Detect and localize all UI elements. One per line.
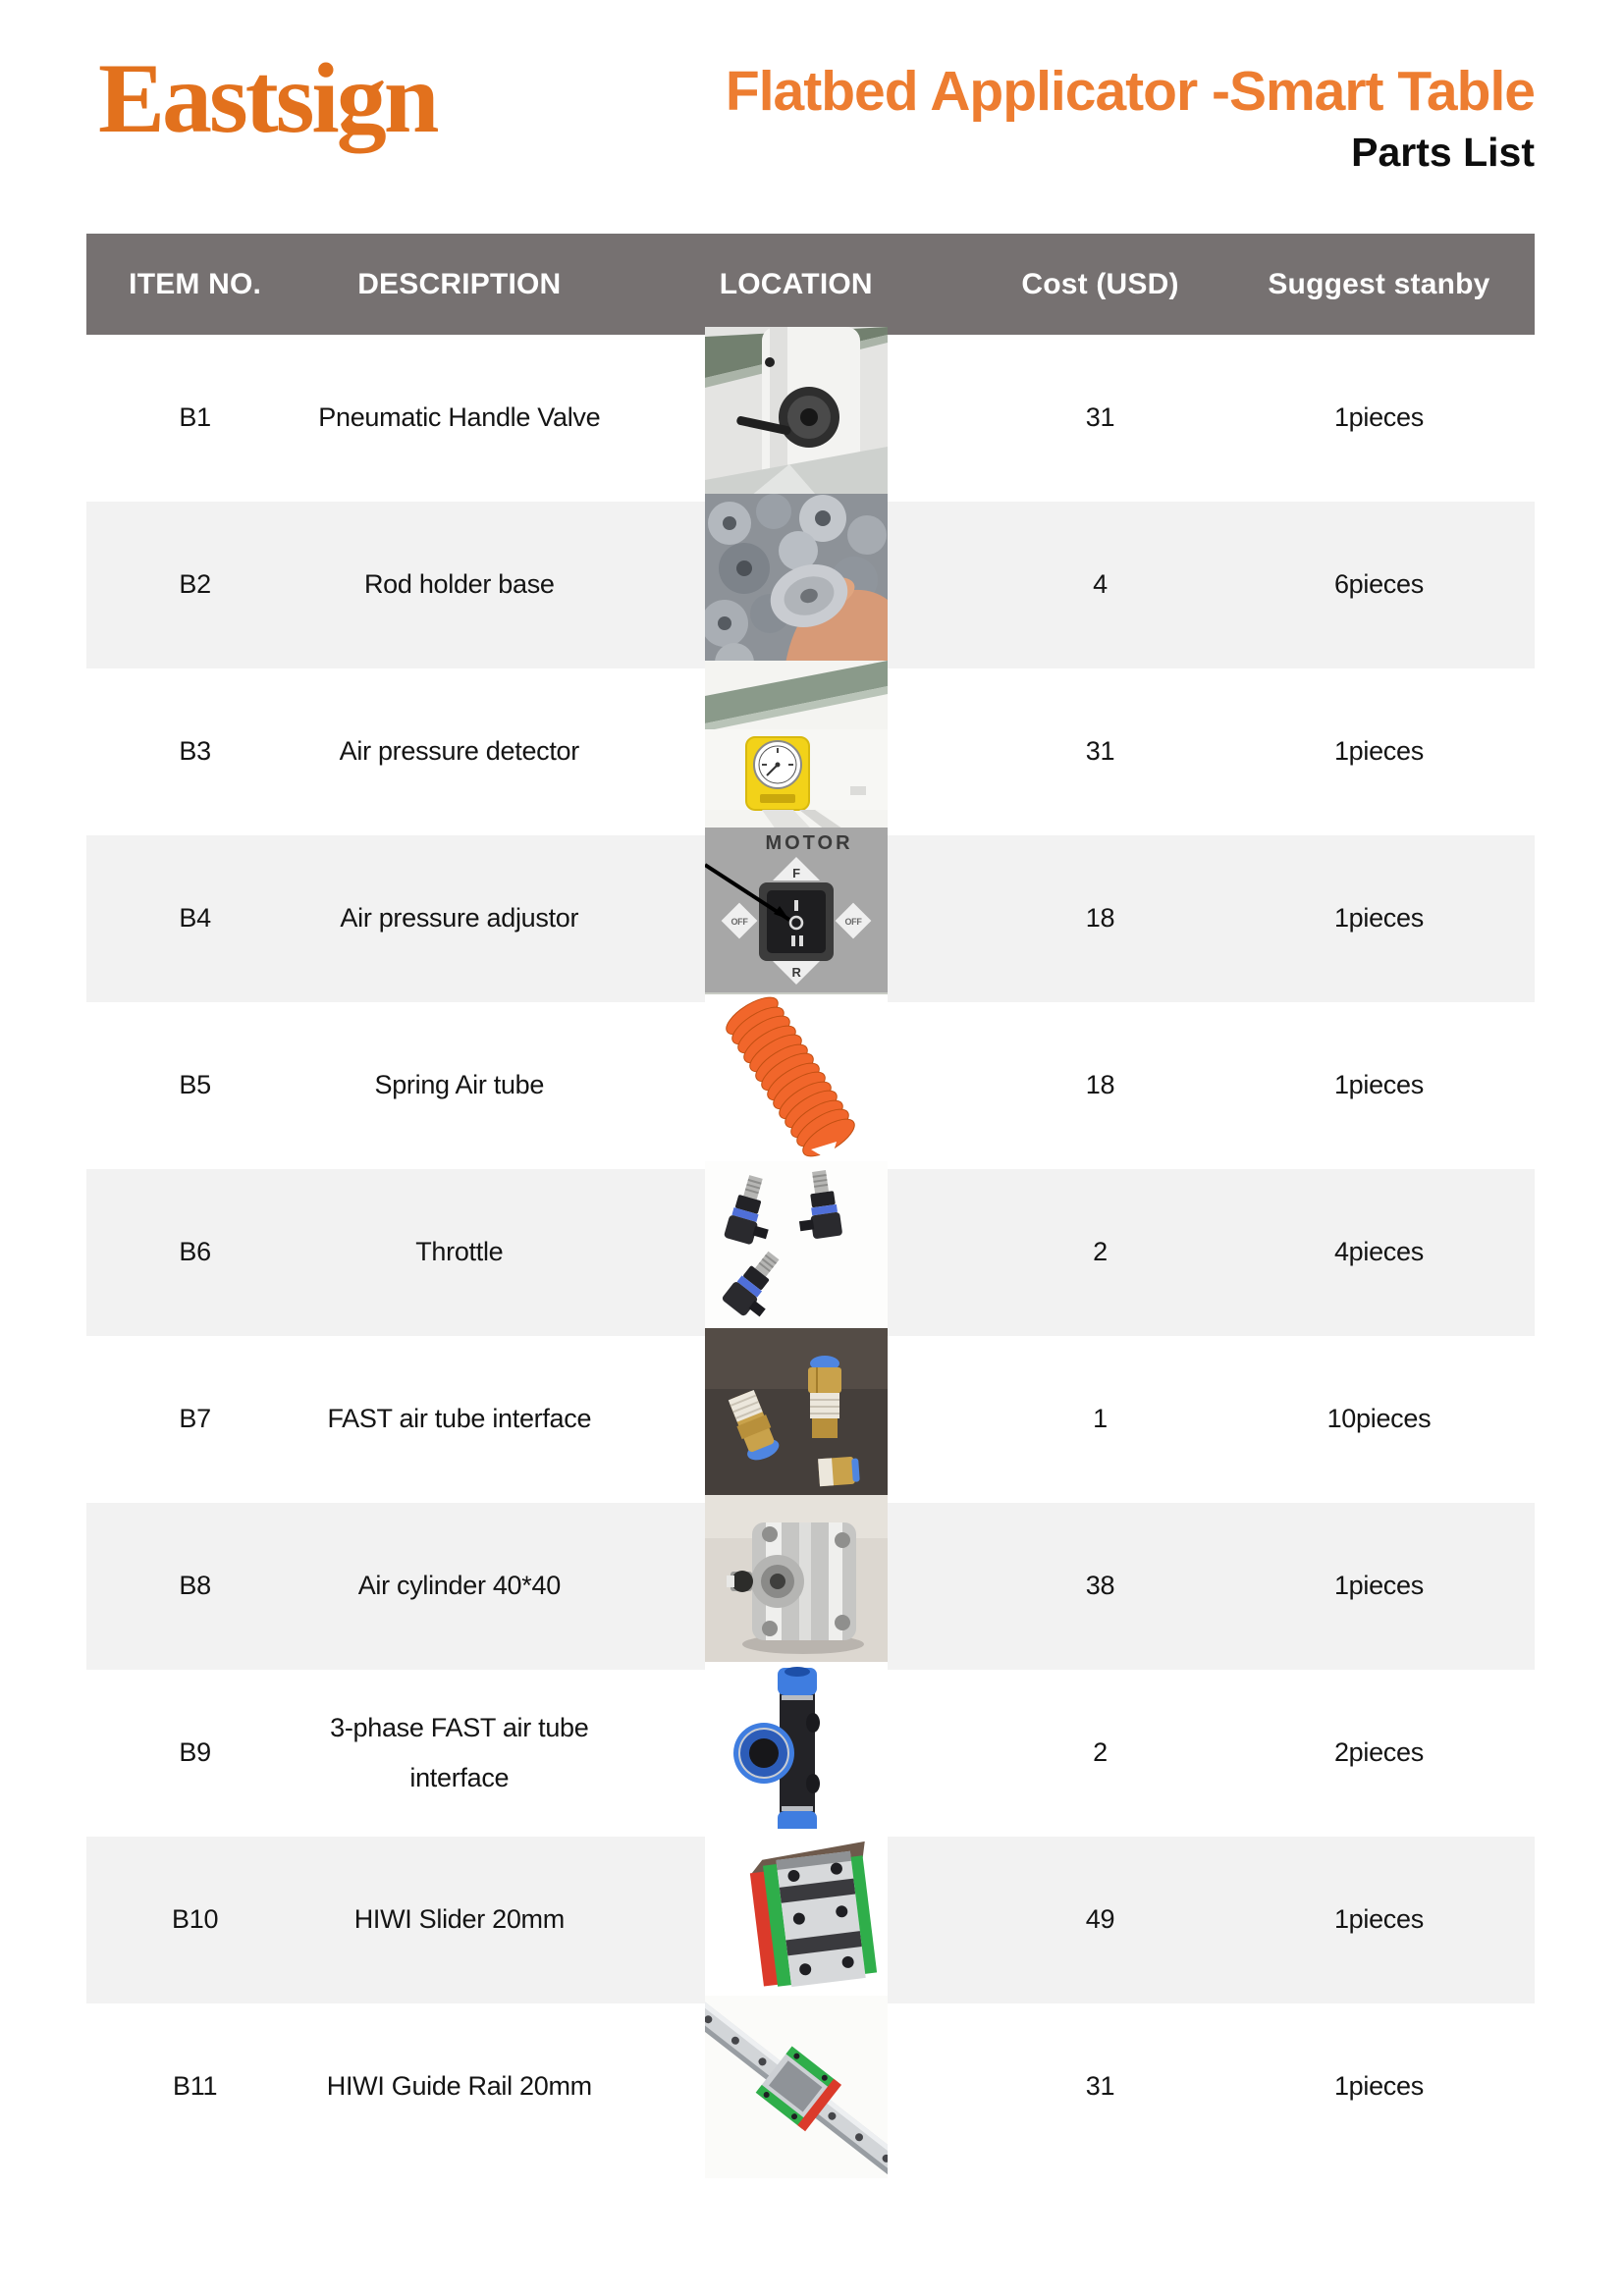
item-no: B2 [179,569,211,600]
description: Air pressure detector [339,736,579,767]
parts-table [86,234,1535,2170]
location-cell [615,832,977,1002]
item-no: B8 [179,1571,211,1601]
suggest-standby: 6pieces [1333,569,1424,600]
off-right-label: OFF [844,917,862,927]
item-no: B11 [173,2071,218,2102]
description: FAST air tube interface [327,1404,592,1434]
fast-air-tube-interface-photo [705,1328,888,1511]
table-row [86,668,1535,835]
cost: 4 [1093,569,1108,600]
location-cell [615,1169,977,1336]
cost: 31 [1085,2071,1115,2102]
suggest-standby: 1pieces [1333,2071,1424,2102]
suggest-standby: 1pieces [1333,402,1424,433]
suggest-standby: 1pieces [1333,1070,1424,1100]
location-cell [615,2003,977,2170]
item-no: B7 [179,1404,211,1434]
page-subtitle: Parts List [1351,129,1535,175]
table-row [86,1002,1535,1169]
table-row [86,2003,1535,2170]
table-row [86,1670,1535,1837]
page-title: Flatbed Applicator -Smart Table [725,60,1535,123]
description: Air pressure adjustor [340,903,579,934]
column-header-cost: Cost (USD) [1021,267,1179,300]
column-header-suggest-standby: Suggest stanby [1268,267,1490,300]
suggest-standby: 2pieces [1333,1737,1424,1768]
three-phase-fast-air-tube-interface-photo [705,1662,888,1844]
suggest-standby: 1pieces [1333,1904,1424,1935]
table-row [86,832,1535,1002]
item-no: B1 [179,402,211,433]
suggest-standby: 1pieces [1333,903,1424,934]
description: Pneumatic Handle Valve [318,402,601,433]
description: 3-phase FAST air tube interface [330,1712,589,1792]
air-pressure-detector-photo [705,661,888,843]
motor-label: MOTOR [765,832,853,854]
suggest-standby: 4pieces [1333,1237,1424,1267]
eastsign-logo: Eastsign [98,43,437,154]
item-no: B4 [179,903,211,934]
cost: 49 [1085,1904,1115,1935]
location-cell [615,1503,977,1670]
reverse-label: R [791,965,801,980]
item-no: B10 [172,1904,219,1935]
cost: 2 [1093,1737,1108,1768]
forward-label: F [791,866,800,881]
column-header-location: LOCATION [719,267,873,300]
description: HIWI Slider 20mm [353,1904,565,1935]
cost: 18 [1085,1070,1115,1100]
table-header-row [86,234,1535,335]
rod-holder-base-photo [705,494,888,676]
off-left-label: OFF [730,917,748,927]
hiwi-slider-photo [705,1829,888,2011]
suggest-standby: 1pieces [1333,1571,1424,1601]
location-cell [615,1837,977,2003]
air-pressure-adjustor-photo [705,828,888,1010]
column-header-description: DESCRIPTION [357,267,562,300]
suggest-standby: 1pieces [1333,736,1424,767]
table-row [86,502,1535,668]
cost: 31 [1085,402,1115,433]
item-no: B6 [179,1237,211,1267]
description: HIWI Guide Rail 20mm [326,2071,592,2102]
description: Spring Air tube [374,1070,545,1100]
hiwi-guide-rail-photo [705,1996,888,2178]
description: Rod holder base [363,569,555,600]
location-cell [615,1670,977,1837]
cost: 1 [1093,1404,1108,1434]
description: Air cylinder 40*40 [357,1571,561,1601]
item-no: B9 [179,1737,211,1768]
pneumatic-handle-valve-photo [705,327,888,509]
throttle-photo [705,1161,888,1344]
item-no: B3 [179,736,211,767]
cost: 31 [1085,736,1115,767]
spring-air-tube-photo [705,994,888,1177]
description: Throttle [415,1237,504,1267]
document-header [726,61,1535,175]
item-no: B5 [179,1070,211,1100]
location-cell [615,335,977,502]
location-cell [615,668,977,835]
suggest-standby: 10pieces [1326,1404,1432,1434]
table-row [86,1336,1535,1503]
cost: 38 [1085,1571,1115,1601]
cost: 2 [1093,1237,1108,1267]
table-row [86,1169,1535,1336]
table-row [86,1837,1535,2003]
table-row [86,1503,1535,1670]
table-row [86,335,1535,502]
location-cell [615,1336,977,1503]
air-cylinder-photo [705,1495,888,1678]
location-cell [615,502,977,668]
cost: 18 [1085,903,1115,934]
location-cell [615,1002,977,1169]
column-header-item-no: ITEM NO. [129,267,262,300]
